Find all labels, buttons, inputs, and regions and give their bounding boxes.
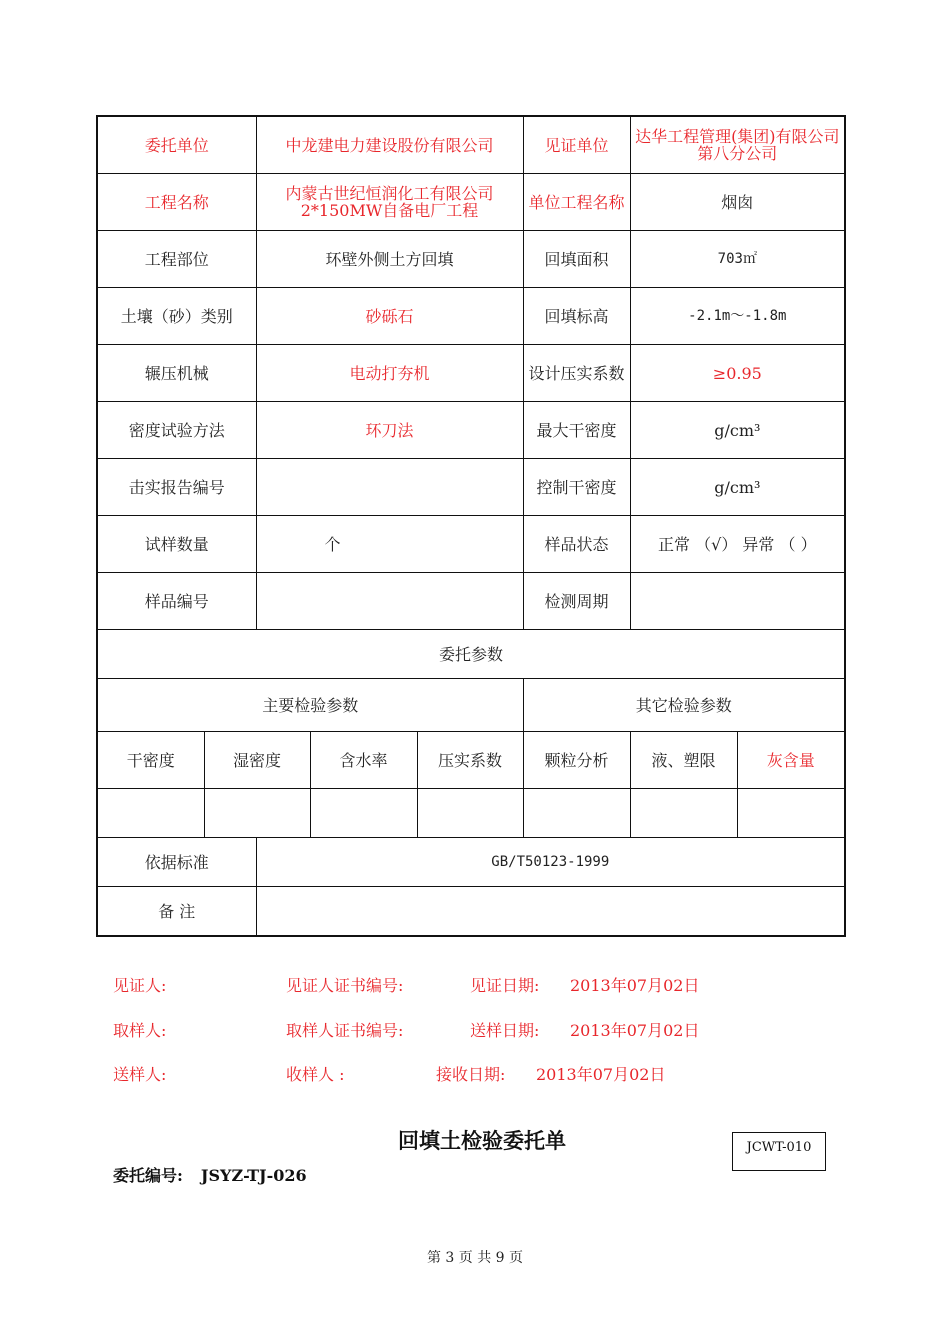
label-control-dry-density: 控制干密度 [523, 459, 630, 516]
param-compaction-coefficient: 压实系数 [417, 732, 523, 789]
value-witness-unit: 达华工程管理(集团)有限公司第八分公司 [630, 116, 845, 174]
label-backfill-area: 回填面积 [523, 231, 630, 288]
label-sample-number: 样品编号 [97, 573, 256, 630]
row-compaction-machine [97, 345, 845, 402]
label-receive-date: 接收日期: [436, 1065, 506, 1084]
row-compaction-report [97, 459, 845, 516]
label-delivery-person: 送样人: [113, 1065, 167, 1084]
param-wet-density: 湿密度 [204, 732, 310, 789]
row-param-names [97, 732, 845, 789]
label-sampler-cert-no: 取样人证书编号: [286, 1021, 404, 1040]
label-basis-standard: 依据标准 [97, 838, 256, 887]
label-sampler: 取样人: [113, 1021, 167, 1040]
value-receive-date: 2013年07月02日 [536, 1065, 666, 1084]
row-entrusting-unit [97, 116, 845, 174]
label-test-period: 检测周期 [523, 573, 630, 630]
row-density-method [97, 402, 845, 459]
label-receiver: 收样人 : [286, 1065, 345, 1084]
label-entrusting-unit: 委托单位 [97, 116, 256, 174]
label-sample-count: 试样数量 [97, 516, 256, 573]
row-section-title [97, 630, 845, 679]
check-water-content[interactable] [310, 789, 417, 838]
label-remarks: 备 注 [97, 887, 256, 937]
label-witness-date: 见证日期: [470, 976, 540, 995]
entrust-number-label: 委托编号: [113, 1166, 183, 1185]
check-liquid-plastic-limit[interactable] [630, 789, 737, 838]
label-design-compaction: 设计压实系数 [523, 345, 630, 402]
value-sample-state: 正常 （√） 异常 （ ） [630, 516, 845, 573]
value-basis-standard: GB/T50123-1999 [256, 838, 845, 887]
value-compaction-report-no [256, 459, 523, 516]
label-witness-unit: 见证单位 [523, 116, 630, 174]
value-unit-project-name: 烟囱 [630, 174, 845, 231]
row-sample-number [97, 573, 845, 630]
label-witness-cert-no: 见证人证书编号: [286, 976, 404, 995]
value-witness-date: 2013年07月02日 [570, 976, 700, 995]
page-footer: 第 3 页 共 9 页 [426, 1250, 524, 1266]
row-sample-count [97, 516, 845, 573]
value-control-dry-density: g/cm³ [630, 459, 845, 516]
value-compaction-machine: 电动打夯机 [256, 345, 523, 402]
value-design-compaction: ≥0.95 [630, 345, 845, 402]
value-test-period [630, 573, 845, 630]
param-water-content: 含水率 [310, 732, 417, 789]
value-backfill-elevation: -2.1m～-1.8m [630, 288, 845, 345]
header-other-params: 其它检验参数 [523, 679, 845, 732]
label-density-method: 密度试验方法 [97, 402, 256, 459]
row-project-part [97, 231, 845, 288]
label-project-name: 工程名称 [97, 174, 256, 231]
row-param-checks [97, 789, 845, 838]
signature-row-witness [0, 973, 950, 993]
label-soil-type: 土壤（砂）类别 [97, 288, 256, 345]
value-remarks [256, 887, 845, 937]
param-particle-analysis: 颗粒分析 [523, 732, 630, 789]
param-liquid-plastic-limit: 液、塑限 [630, 732, 737, 789]
param-ash-content: 灰含量 [737, 732, 845, 789]
check-particle-analysis[interactable] [523, 789, 630, 838]
value-density-method: 环刀法 [256, 402, 523, 459]
check-compaction-coefficient[interactable] [417, 789, 523, 838]
label-backfill-elevation: 回填标高 [523, 288, 630, 345]
check-wet-density[interactable] [204, 789, 310, 838]
row-param-groups [97, 679, 845, 732]
value-max-dry-density: g/cm³ [630, 402, 845, 459]
row-basis-standard [97, 838, 845, 887]
value-sample-number [256, 573, 523, 630]
entrust-number-line [113, 1163, 307, 1186]
value-backfill-area: 703㎡ [630, 231, 845, 288]
check-dry-density[interactable] [97, 789, 204, 838]
value-project-part: 环壁外侧土方回填 [256, 231, 523, 288]
label-project-part: 工程部位 [97, 231, 256, 288]
label-compaction-report-no: 击实报告编号 [97, 459, 256, 516]
label-witness: 见证人: [113, 976, 167, 995]
signature-row-delivery [0, 1062, 950, 1082]
label-max-dry-density: 最大干密度 [523, 402, 630, 459]
commission-form-table [96, 115, 846, 937]
row-remarks [97, 887, 845, 937]
label-compaction-machine: 辗压机械 [97, 345, 256, 402]
param-dry-density: 干密度 [97, 732, 204, 789]
check-ash-content[interactable] [737, 789, 845, 838]
row-project-name [97, 174, 845, 231]
label-unit-project-name: 单位工程名称 [523, 174, 630, 231]
form-code-box: JCWT-010 [732, 1132, 826, 1171]
entrust-number-value: JSYZ-TJ-026 [200, 1166, 307, 1185]
value-entrusting-unit: 中龙建电力建设股份有限公司 [256, 116, 523, 174]
value-sample-count: 个 [256, 516, 523, 573]
label-sample-state: 样品状态 [523, 516, 630, 573]
document-title: 回填土检验委托单 [398, 1128, 566, 1153]
value-soil-type: 砂砾石 [256, 288, 523, 345]
value-delivery-date: 2013年07月02日 [570, 1021, 700, 1040]
section-title-commission-params: 委托参数 [97, 630, 845, 679]
signature-row-sampler [0, 1018, 950, 1038]
header-main-params: 主要检验参数 [97, 679, 523, 732]
value-project-name: 内蒙古世纪恒润化工有限公司2*150MW自备电厂工程 [256, 174, 523, 231]
label-delivery-date: 送样日期: [470, 1021, 540, 1040]
row-soil-type [97, 288, 845, 345]
